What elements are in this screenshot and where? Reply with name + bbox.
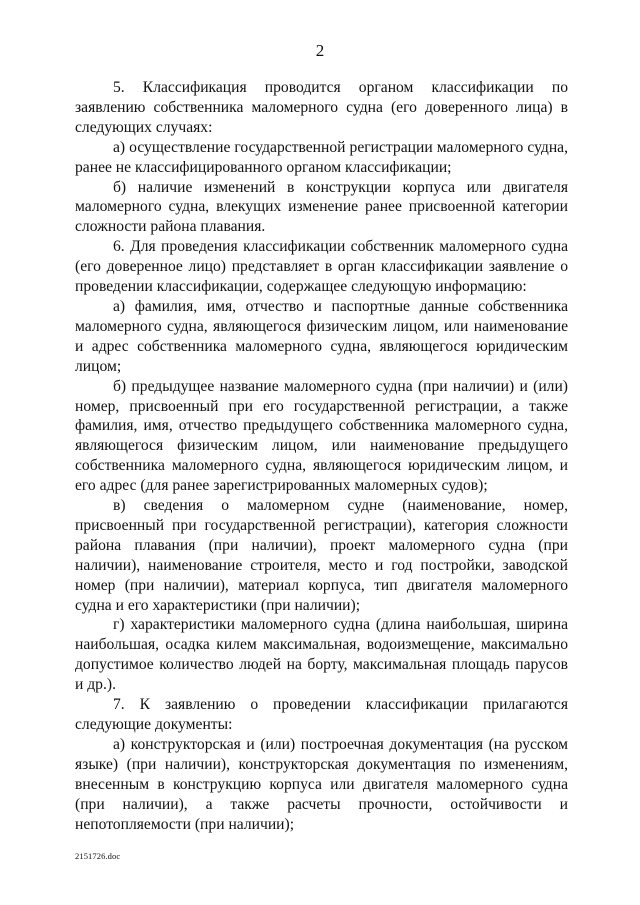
document-file-code: 2151726.doc bbox=[75, 851, 121, 861]
paragraph-6a: а) фамилия, имя, отчество и паспортные данные собственника маломерного судна, являющегося физическим лицом, или наименование и адрес собственника маломерного судна, являющегося юридическим лицом; bbox=[75, 297, 568, 375]
paragraph-6v: в) сведения о маломерном судне (наименование, номер, присвоенный при государственной регистрации), категория сложности района плавания (при наличии), проект маломерного судна (при наличии), наименование строителя, место и год постройки, заводской номер (при наличии), материал корпуса, тип двигателя маломерного судна и его характеристики (при наличии); bbox=[75, 497, 568, 614]
paragraph-5a: а) осуществление государственной регистрации маломерного судна, ранее не классифицированного органом классификации; bbox=[75, 138, 568, 176]
paragraph-7: 7. К заявлению о проведении классификации прилагаются следующие документы: bbox=[75, 696, 568, 733]
paragraph-5b: б) наличие изменений в конструкции корпуса или двигателя маломерного судна, влекущих изменение ранее присвоенной категории сложности района плавания. bbox=[75, 178, 568, 236]
document-body bbox=[75, 78, 568, 834]
paragraph-6b: б) предыдущее название маломерного судна (при наличии) и (или) номер, присвоенный при его государственной регистрации, а также фамилия, имя, отчество предыдущего собственника маломерного судна, являющегося физическим лицом, или наименование предыдущего собственника маломерного судна, являющегося юридическим лицом, и его адрес (для ранее зарегистрированных маломерных судов); bbox=[75, 377, 568, 495]
page-number: 2 bbox=[315, 41, 325, 60]
paragraph-6g: г) характеристики маломерного судна (длина наибольшая, ширина наибольшая, осадка килем максимальная, водоизмещение, максимально допустимое количество людей на борту, максимальная площадь парусов и др.). bbox=[75, 616, 568, 694]
paragraph-5: 5. Классификация проводится органом классификации по заявлению собственника маломерного судна (его доверенного лица) в следующих случаях: bbox=[75, 79, 568, 136]
paragraph-6: 6. Для проведения классификации собственник маломерного судна (его доверенное лицо) представляет в орган классификации заявление о проведении классификации, содержащее следующую информацию: bbox=[75, 238, 568, 296]
paragraph-7a: а) конструкторская и (или) построечная документация (на русском языке) (при наличии), конструкторская документация по изменениям, внесенным в конструкцию корпуса или двигателя маломерного судна (при наличии), а также расчеты прочности, остойчивости и непотопляемости (при наличии); bbox=[75, 735, 568, 833]
